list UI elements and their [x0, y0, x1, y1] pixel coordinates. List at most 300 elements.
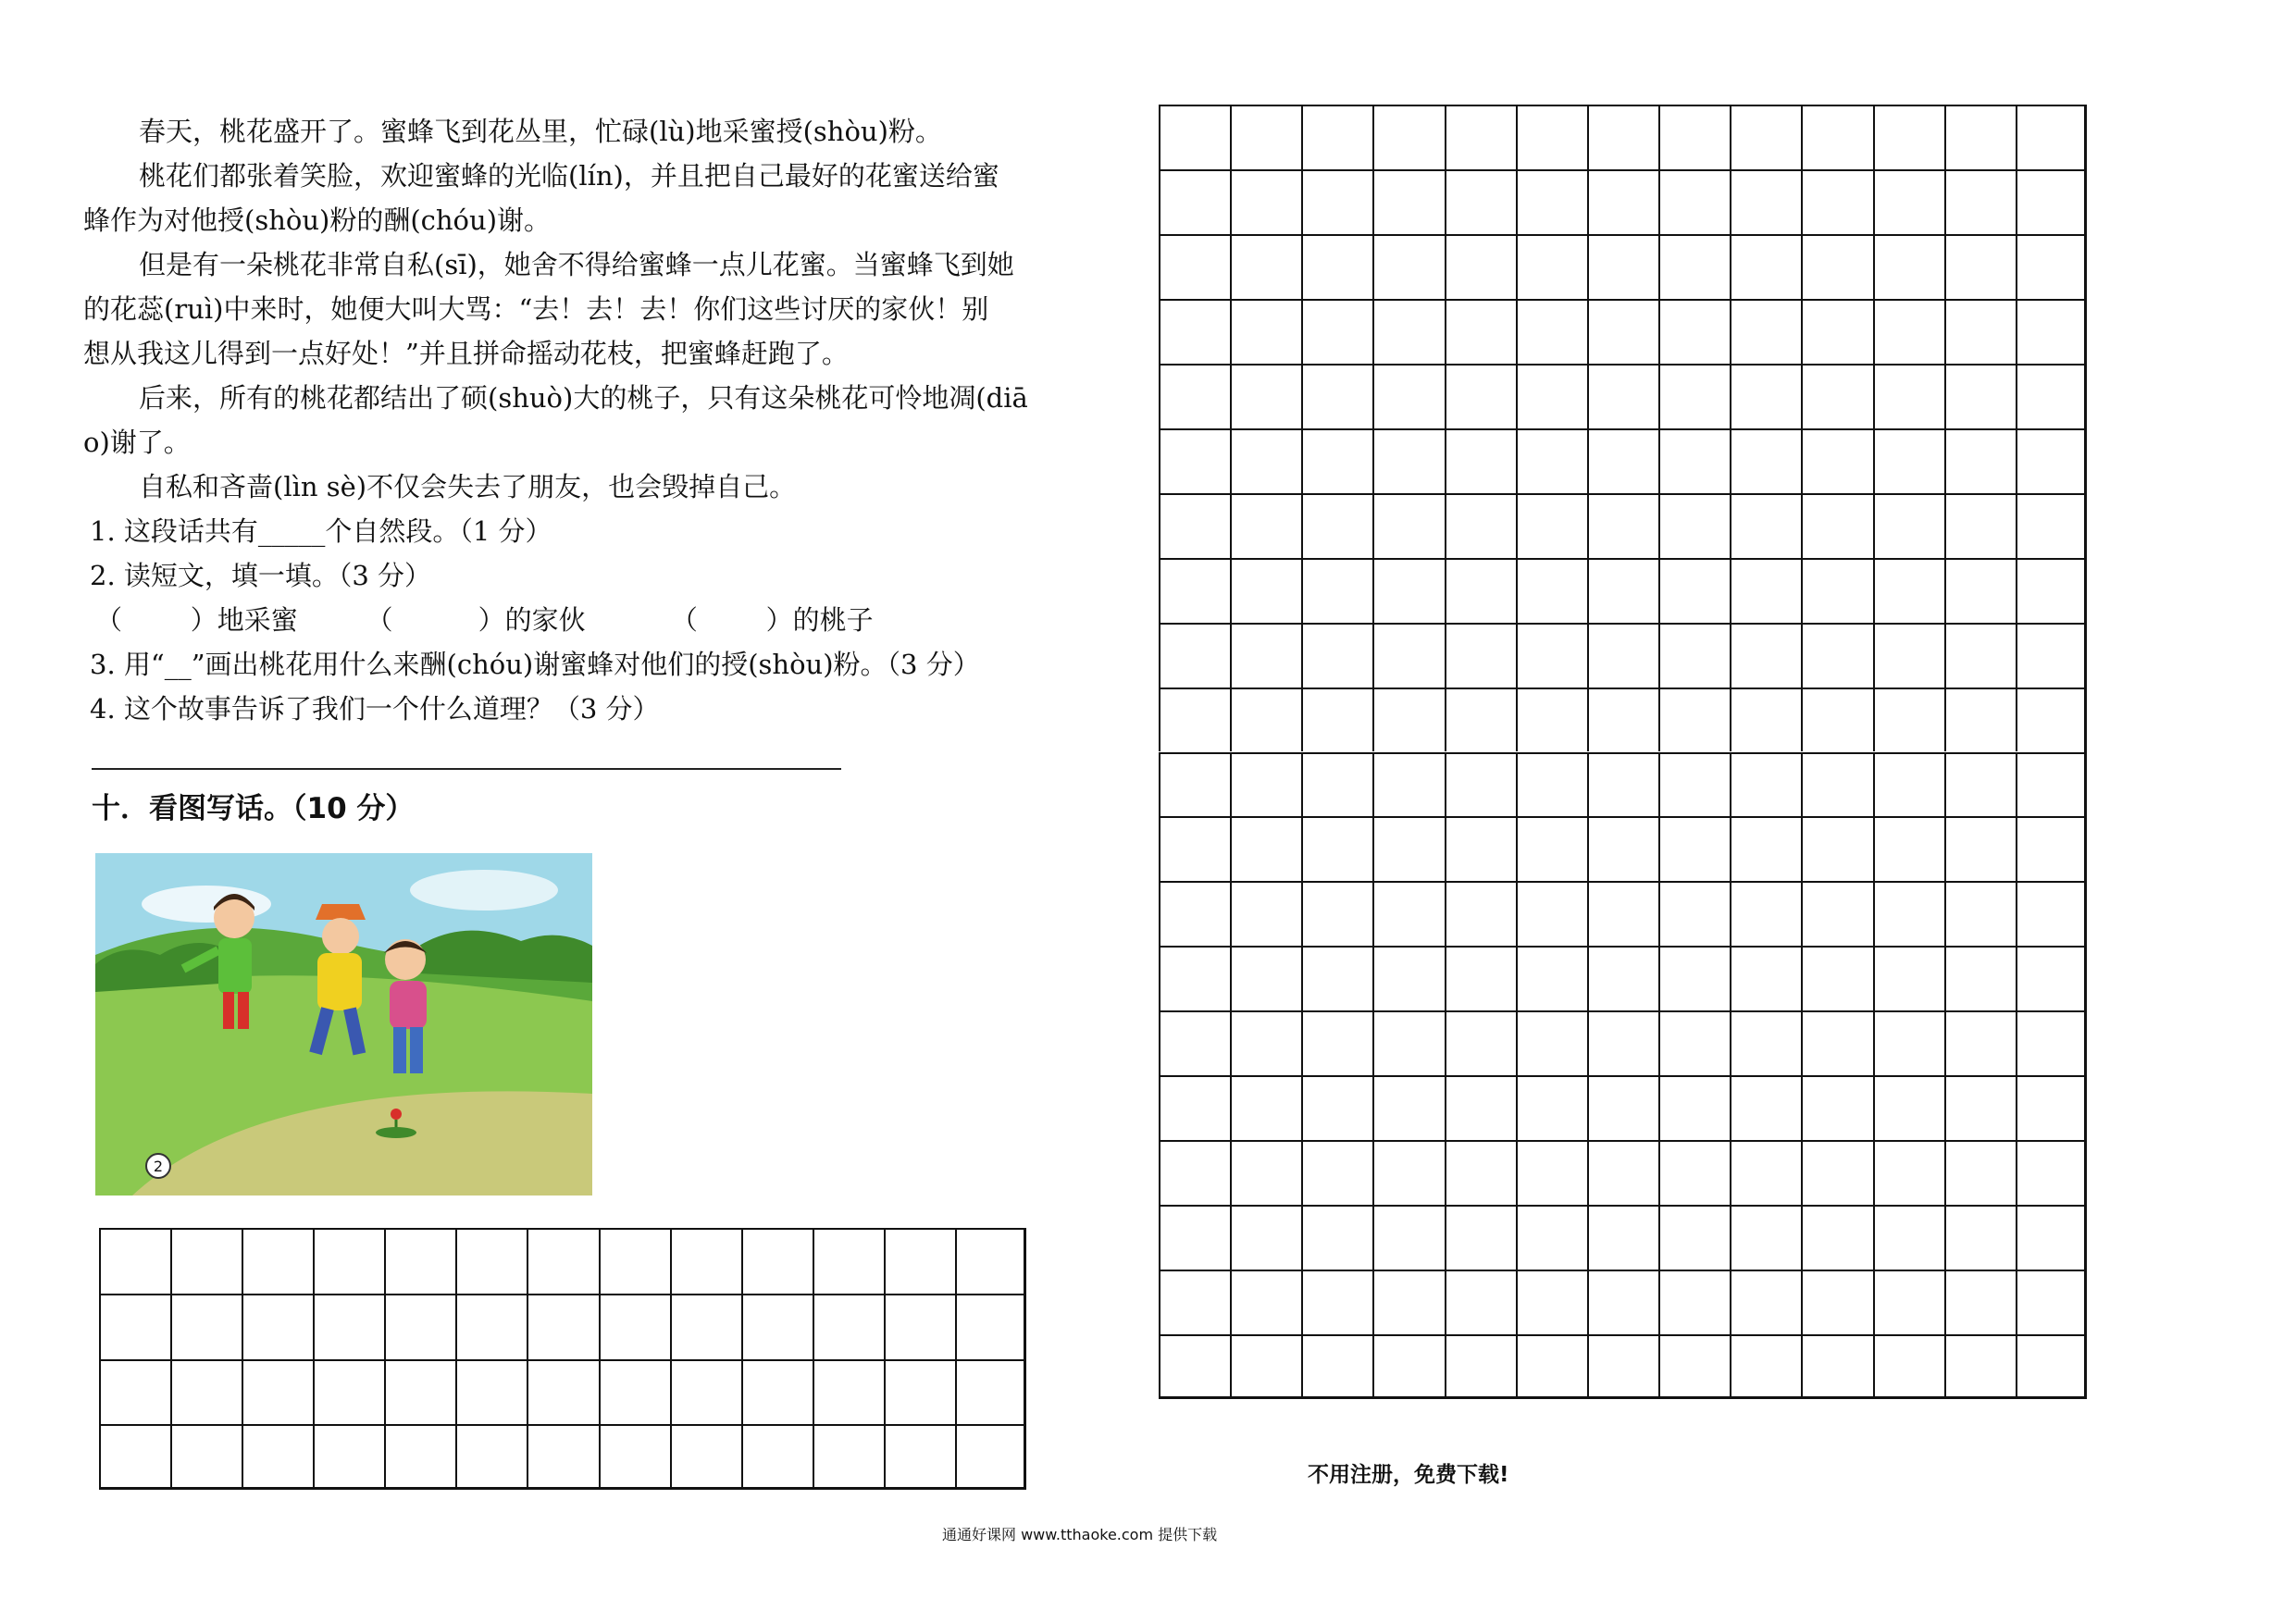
- grid-cell[interactable]: [670, 1228, 741, 1294]
- grid-cell[interactable]: [1159, 688, 1230, 752]
- grid-cell[interactable]: [741, 1359, 813, 1425]
- grid-cell[interactable]: [1159, 1010, 1230, 1075]
- grid-cell[interactable]: [242, 1424, 313, 1490]
- grid-cell[interactable]: [1445, 428, 1516, 493]
- grid-cell[interactable]: [1159, 816, 1230, 881]
- grid-cell[interactable]: [1301, 946, 1372, 1010]
- grid-cell[interactable]: [1801, 1140, 1872, 1205]
- grid-cell[interactable]: [1230, 752, 1301, 817]
- grid-cell[interactable]: [1944, 623, 2016, 688]
- grid-cell[interactable]: [1445, 1270, 1516, 1334]
- grid-cell[interactable]: [1230, 881, 1301, 946]
- grid-cell[interactable]: [670, 1424, 741, 1490]
- grid-cell[interactable]: [313, 1359, 384, 1425]
- grid-cell[interactable]: [1301, 752, 1372, 817]
- grid-cell[interactable]: [1730, 1075, 1801, 1140]
- grid-cell[interactable]: [1944, 364, 2016, 428]
- grid-cell[interactable]: [2016, 1334, 2087, 1399]
- grid-cell[interactable]: [1372, 881, 1444, 946]
- grid-cell[interactable]: [1159, 1075, 1230, 1140]
- grid-cell[interactable]: [1801, 105, 1872, 169]
- grid-cell[interactable]: [1587, 105, 1658, 169]
- grid-cell[interactable]: [1944, 688, 2016, 752]
- grid-cell[interactable]: [1944, 234, 2016, 299]
- grid-cell[interactable]: [1516, 493, 1587, 558]
- grid-cell[interactable]: [1587, 1205, 1658, 1270]
- grid-cell[interactable]: [1944, 169, 2016, 234]
- grid-cell[interactable]: [1801, 558, 1872, 623]
- grid-cell[interactable]: [1516, 1270, 1587, 1334]
- grid-cell[interactable]: [1873, 946, 1944, 1010]
- grid-cell[interactable]: [1873, 1140, 1944, 1205]
- grid-cell[interactable]: [1445, 881, 1516, 946]
- grid-cell[interactable]: [955, 1424, 1026, 1490]
- grid-cell[interactable]: [1516, 105, 1587, 169]
- grid-cell[interactable]: [170, 1424, 242, 1490]
- grid-cell[interactable]: [1230, 1140, 1301, 1205]
- grid-cell[interactable]: [242, 1359, 313, 1425]
- grid-cell[interactable]: [1516, 752, 1587, 817]
- grid-cell[interactable]: [1372, 558, 1444, 623]
- grid-cell[interactable]: [170, 1228, 242, 1294]
- grid-cell[interactable]: [1587, 752, 1658, 817]
- grid-cell[interactable]: [1587, 299, 1658, 364]
- grid-cell[interactable]: [1516, 881, 1587, 946]
- grid-cell[interactable]: [1658, 1010, 1730, 1075]
- grid-cell[interactable]: [313, 1294, 384, 1359]
- grid-cell[interactable]: [1944, 105, 2016, 169]
- grid-cell[interactable]: [1372, 946, 1444, 1010]
- grid-cell[interactable]: [1873, 428, 1944, 493]
- footer-credit[interactable]: 通通好课网 www.tthaoke.com 提供下载: [942, 1526, 1218, 1543]
- grid-cell[interactable]: [1301, 1010, 1372, 1075]
- grid-cell[interactable]: [455, 1359, 527, 1425]
- grid-cell[interactable]: [1301, 688, 1372, 752]
- grid-cell[interactable]: [1873, 1334, 1944, 1399]
- grid-cell[interactable]: [1301, 169, 1372, 234]
- grid-cell[interactable]: [1372, 1205, 1444, 1270]
- grid-cell[interactable]: [1801, 1205, 1872, 1270]
- grid-cell[interactable]: [1445, 493, 1516, 558]
- grid-cell[interactable]: [1445, 946, 1516, 1010]
- grid-cell[interactable]: [741, 1424, 813, 1490]
- grid-cell[interactable]: [455, 1294, 527, 1359]
- grid-cell[interactable]: [1445, 752, 1516, 817]
- grid-cell[interactable]: [1587, 1075, 1658, 1140]
- grid-cell[interactable]: [1801, 816, 1872, 881]
- grid-cell[interactable]: [1372, 688, 1444, 752]
- grid-cell[interactable]: [1516, 234, 1587, 299]
- grid-cell[interactable]: [1944, 816, 2016, 881]
- grid-cell[interactable]: [1372, 299, 1444, 364]
- grid-cell[interactable]: [2016, 1270, 2087, 1334]
- grid-cell[interactable]: [1730, 558, 1801, 623]
- grid-cell[interactable]: [1944, 1334, 2016, 1399]
- grid-cell[interactable]: [1159, 234, 1230, 299]
- grid-cell[interactable]: [1801, 1270, 1872, 1334]
- grid-cell[interactable]: [1873, 881, 1944, 946]
- grid-cell[interactable]: [242, 1228, 313, 1294]
- grid-cell[interactable]: [1801, 1075, 1872, 1140]
- grid-cell[interactable]: [1658, 169, 1730, 234]
- grid-cell[interactable]: [1516, 946, 1587, 1010]
- grid-cell[interactable]: [1658, 364, 1730, 428]
- grid-cell[interactable]: [1230, 299, 1301, 364]
- grid-cell[interactable]: [1372, 169, 1444, 234]
- grid-cell[interactable]: [1159, 428, 1230, 493]
- grid-cell[interactable]: [1658, 1334, 1730, 1399]
- grid-cell[interactable]: [1301, 493, 1372, 558]
- grid-cell[interactable]: [1516, 558, 1587, 623]
- grid-cell[interactable]: [1516, 1140, 1587, 1205]
- grid-cell[interactable]: [884, 1228, 955, 1294]
- grid-cell[interactable]: [1801, 623, 1872, 688]
- grid-cell[interactable]: [1658, 234, 1730, 299]
- grid-cell[interactable]: [527, 1359, 598, 1425]
- grid-cell[interactable]: [1658, 1270, 1730, 1334]
- grid-cell[interactable]: [1159, 169, 1230, 234]
- grid-cell[interactable]: [1372, 1075, 1444, 1140]
- grid-cell[interactable]: [2016, 428, 2087, 493]
- grid-cell[interactable]: [313, 1424, 384, 1490]
- grid-cell[interactable]: [1873, 234, 1944, 299]
- grid-cell[interactable]: [1801, 752, 1872, 817]
- grid-cell[interactable]: [2016, 946, 2087, 1010]
- grid-cell[interactable]: [1516, 1010, 1587, 1075]
- grid-cell[interactable]: [1730, 1205, 1801, 1270]
- grid-cell[interactable]: [1159, 623, 1230, 688]
- grid-cell[interactable]: [2016, 105, 2087, 169]
- grid-cell[interactable]: [1801, 299, 1872, 364]
- grid-cell[interactable]: [1730, 493, 1801, 558]
- grid-cell[interactable]: [1587, 169, 1658, 234]
- grid-cell[interactable]: [1658, 299, 1730, 364]
- grid-cell[interactable]: [1301, 234, 1372, 299]
- grid-cell[interactable]: [1873, 105, 1944, 169]
- grid-cell[interactable]: [1587, 623, 1658, 688]
- grid-cell[interactable]: [884, 1359, 955, 1425]
- grid-cell[interactable]: [1730, 1334, 1801, 1399]
- grid-cell[interactable]: [384, 1294, 455, 1359]
- grid-cell[interactable]: [99, 1228, 170, 1294]
- grid-cell[interactable]: [813, 1359, 884, 1425]
- grid-cell[interactable]: [1730, 169, 1801, 234]
- grid-cell[interactable]: [1801, 688, 1872, 752]
- grid-cell[interactable]: [1516, 299, 1587, 364]
- grid-cell[interactable]: [2016, 752, 2087, 817]
- grid-cell[interactable]: [99, 1424, 170, 1490]
- grid-cell[interactable]: [813, 1294, 884, 1359]
- grid-cell[interactable]: [1230, 1270, 1301, 1334]
- grid-cell[interactable]: [1445, 105, 1516, 169]
- grid-cell[interactable]: [955, 1359, 1026, 1425]
- grid-cell[interactable]: [1372, 105, 1444, 169]
- grid-cell[interactable]: [1730, 623, 1801, 688]
- grid-cell[interactable]: [955, 1294, 1026, 1359]
- grid-cell[interactable]: [1516, 623, 1587, 688]
- grid-cell[interactable]: [2016, 169, 2087, 234]
- grid-cell[interactable]: [1301, 364, 1372, 428]
- grid-cell[interactable]: [1801, 493, 1872, 558]
- grid-cell[interactable]: [2016, 1205, 2087, 1270]
- grid-cell[interactable]: [1445, 816, 1516, 881]
- grid-cell[interactable]: [384, 1228, 455, 1294]
- grid-cell[interactable]: [1730, 816, 1801, 881]
- grid-cell[interactable]: [1873, 623, 1944, 688]
- grid-cell[interactable]: [1587, 493, 1658, 558]
- grid-cell[interactable]: [1873, 299, 1944, 364]
- grid-cell[interactable]: [1730, 752, 1801, 817]
- grid-cell[interactable]: [1159, 105, 1230, 169]
- grid-cell[interactable]: [1873, 816, 1944, 881]
- grid-cell[interactable]: [670, 1294, 741, 1359]
- grid-cell[interactable]: [1516, 364, 1587, 428]
- grid-cell[interactable]: [1372, 428, 1444, 493]
- grid-cell[interactable]: [1516, 169, 1587, 234]
- grid-cell[interactable]: [1801, 946, 1872, 1010]
- grid-cell[interactable]: [1159, 946, 1230, 1010]
- grid-cell[interactable]: [1159, 1140, 1230, 1205]
- grid-cell[interactable]: [1730, 946, 1801, 1010]
- grid-cell[interactable]: [1445, 558, 1516, 623]
- grid-cell[interactable]: [1730, 105, 1801, 169]
- grid-cell[interactable]: [1730, 881, 1801, 946]
- grid-cell[interactable]: [1801, 234, 1872, 299]
- grid-cell[interactable]: [1301, 1334, 1372, 1399]
- grid-cell[interactable]: [1587, 946, 1658, 1010]
- grid-cell[interactable]: [1944, 1075, 2016, 1140]
- grid-cell[interactable]: [1801, 364, 1872, 428]
- grid-cell[interactable]: [1873, 688, 1944, 752]
- grid-cell[interactable]: [813, 1228, 884, 1294]
- grid-cell[interactable]: [1944, 299, 2016, 364]
- grid-cell[interactable]: [1372, 1140, 1444, 1205]
- grid-cell[interactable]: [599, 1294, 670, 1359]
- grid-cell[interactable]: [170, 1359, 242, 1425]
- grid-cell[interactable]: [1301, 1075, 1372, 1140]
- grid-cell[interactable]: [1873, 1270, 1944, 1334]
- grid-cell[interactable]: [1658, 623, 1730, 688]
- grid-cell[interactable]: [1730, 1270, 1801, 1334]
- grid-cell[interactable]: [1159, 752, 1230, 817]
- grid-cell[interactable]: [1372, 364, 1444, 428]
- grid-cell[interactable]: [1516, 1205, 1587, 1270]
- grid-cell[interactable]: [527, 1228, 598, 1294]
- grid-cell[interactable]: [1301, 881, 1372, 946]
- grid-cell[interactable]: [1159, 1334, 1230, 1399]
- grid-cell[interactable]: [1516, 816, 1587, 881]
- grid-cell[interactable]: [1730, 428, 1801, 493]
- grid-cell[interactable]: [1587, 1270, 1658, 1334]
- grid-cell[interactable]: [1372, 1270, 1444, 1334]
- grid-cell[interactable]: [1873, 1205, 1944, 1270]
- grid-cell[interactable]: [1658, 752, 1730, 817]
- grid-cell[interactable]: [1445, 169, 1516, 234]
- grid-cell[interactable]: [2016, 558, 2087, 623]
- grid-cell[interactable]: [1230, 169, 1301, 234]
- grid-cell[interactable]: [1587, 881, 1658, 946]
- grid-cell[interactable]: [1730, 364, 1801, 428]
- grid-cell[interactable]: [1445, 234, 1516, 299]
- grid-cell[interactable]: [813, 1424, 884, 1490]
- grid-cell[interactable]: [2016, 816, 2087, 881]
- grid-cell[interactable]: [1873, 1075, 1944, 1140]
- grid-cell[interactable]: [1801, 1334, 1872, 1399]
- grid-cell[interactable]: [1658, 1205, 1730, 1270]
- grid-cell[interactable]: [1301, 623, 1372, 688]
- writing-grid-small[interactable]: [99, 1228, 1026, 1490]
- grid-cell[interactable]: [1587, 816, 1658, 881]
- grid-cell[interactable]: [1516, 1334, 1587, 1399]
- grid-cell[interactable]: [1301, 558, 1372, 623]
- grid-cell[interactable]: [1159, 493, 1230, 558]
- grid-cell[interactable]: [1587, 558, 1658, 623]
- grid-cell[interactable]: [2016, 1075, 2087, 1140]
- grid-cell[interactable]: [1587, 428, 1658, 493]
- grid-cell[interactable]: [2016, 1140, 2087, 1205]
- grid-cell[interactable]: [2016, 623, 2087, 688]
- grid-cell[interactable]: [1658, 688, 1730, 752]
- grid-cell[interactable]: [1159, 558, 1230, 623]
- grid-cell[interactable]: [1159, 1205, 1230, 1270]
- grid-cell[interactable]: [1372, 1334, 1444, 1399]
- grid-cell[interactable]: [1873, 1010, 1944, 1075]
- grid-cell[interactable]: [1301, 816, 1372, 881]
- grid-cell[interactable]: [1730, 688, 1801, 752]
- grid-cell[interactable]: [384, 1424, 455, 1490]
- grid-cell[interactable]: [1230, 558, 1301, 623]
- grid-cell[interactable]: [1230, 1010, 1301, 1075]
- grid-cell[interactable]: [99, 1294, 170, 1359]
- grid-cell[interactable]: [527, 1424, 598, 1490]
- writing-grid-large[interactable]: [1159, 105, 2087, 1399]
- grid-cell[interactable]: [1730, 234, 1801, 299]
- grid-cell[interactable]: [2016, 299, 2087, 364]
- grid-cell[interactable]: [884, 1294, 955, 1359]
- grid-cell[interactable]: [1372, 752, 1444, 817]
- grid-cell[interactable]: [1372, 816, 1444, 881]
- grid-cell[interactable]: [1230, 623, 1301, 688]
- grid-cell[interactable]: [1372, 234, 1444, 299]
- grid-cell[interactable]: [1587, 364, 1658, 428]
- grid-cell[interactable]: [1445, 688, 1516, 752]
- grid-cell[interactable]: [2016, 493, 2087, 558]
- grid-cell[interactable]: [1944, 1010, 2016, 1075]
- grid-cell[interactable]: [1230, 1205, 1301, 1270]
- grid-cell[interactable]: [1516, 688, 1587, 752]
- grid-cell[interactable]: [1301, 1270, 1372, 1334]
- answer-line[interactable]: [92, 768, 841, 770]
- grid-cell[interactable]: [955, 1228, 1026, 1294]
- grid-cell[interactable]: [1873, 169, 1944, 234]
- grid-cell[interactable]: [1301, 428, 1372, 493]
- grid-cell[interactable]: [1516, 428, 1587, 493]
- grid-cell[interactable]: [1445, 1010, 1516, 1075]
- grid-cell[interactable]: [1730, 1010, 1801, 1075]
- grid-cell[interactable]: [1801, 169, 1872, 234]
- grid-cell[interactable]: [455, 1424, 527, 1490]
- grid-cell[interactable]: [170, 1294, 242, 1359]
- grid-cell[interactable]: [2016, 234, 2087, 299]
- grid-cell[interactable]: [1658, 428, 1730, 493]
- grid-cell[interactable]: [1445, 1205, 1516, 1270]
- grid-cell[interactable]: [670, 1359, 741, 1425]
- grid-cell[interactable]: [1944, 1140, 2016, 1205]
- grid-cell[interactable]: [1159, 364, 1230, 428]
- grid-cell[interactable]: [1944, 493, 2016, 558]
- grid-cell[interactable]: [1658, 558, 1730, 623]
- grid-cell[interactable]: [1873, 493, 1944, 558]
- grid-cell[interactable]: [1944, 428, 2016, 493]
- grid-cell[interactable]: [1944, 1205, 2016, 1270]
- grid-cell[interactable]: [599, 1228, 670, 1294]
- grid-cell[interactable]: [1730, 299, 1801, 364]
- grid-cell[interactable]: [884, 1424, 955, 1490]
- grid-cell[interactable]: [1801, 428, 1872, 493]
- grid-cell[interactable]: [1159, 1270, 1230, 1334]
- grid-cell[interactable]: [1159, 299, 1230, 364]
- grid-cell[interactable]: [1230, 364, 1301, 428]
- grid-cell[interactable]: [1372, 493, 1444, 558]
- grid-cell[interactable]: [1944, 946, 2016, 1010]
- grid-cell[interactable]: [1873, 364, 1944, 428]
- grid-cell[interactable]: [599, 1424, 670, 1490]
- grid-cell[interactable]: [2016, 688, 2087, 752]
- grid-cell[interactable]: [1516, 1075, 1587, 1140]
- grid-cell[interactable]: [1445, 1075, 1516, 1140]
- grid-cell[interactable]: [1301, 1140, 1372, 1205]
- grid-cell[interactable]: [99, 1359, 170, 1425]
- grid-cell[interactable]: [1230, 946, 1301, 1010]
- grid-cell[interactable]: [1658, 493, 1730, 558]
- grid-cell[interactable]: [1730, 1140, 1801, 1205]
- grid-cell[interactable]: [1230, 816, 1301, 881]
- grid-cell[interactable]: [1944, 752, 2016, 817]
- grid-cell[interactable]: [1587, 1010, 1658, 1075]
- grid-cell[interactable]: [313, 1228, 384, 1294]
- grid-cell[interactable]: [1587, 234, 1658, 299]
- grid-cell[interactable]: [1230, 428, 1301, 493]
- grid-cell[interactable]: [1372, 623, 1444, 688]
- grid-cell[interactable]: [1445, 1140, 1516, 1205]
- grid-cell[interactable]: [1944, 1270, 2016, 1334]
- grid-cell[interactable]: [2016, 364, 2087, 428]
- grid-cell[interactable]: [1658, 1140, 1730, 1205]
- grid-cell[interactable]: [1658, 105, 1730, 169]
- grid-cell[interactable]: [1801, 881, 1872, 946]
- grid-cell[interactable]: [1445, 299, 1516, 364]
- grid-cell[interactable]: [599, 1359, 670, 1425]
- grid-cell[interactable]: [455, 1228, 527, 1294]
- grid-cell[interactable]: [1944, 881, 2016, 946]
- grid-cell[interactable]: [1372, 1010, 1444, 1075]
- grid-cell[interactable]: [1301, 1205, 1372, 1270]
- grid-cell[interactable]: [527, 1294, 598, 1359]
- grid-cell[interactable]: [1801, 1010, 1872, 1075]
- grid-cell[interactable]: [1658, 816, 1730, 881]
- grid-cell[interactable]: [1445, 623, 1516, 688]
- grid-cell[interactable]: [1658, 881, 1730, 946]
- grid-cell[interactable]: [1944, 558, 2016, 623]
- grid-cell[interactable]: [1230, 688, 1301, 752]
- grid-cell[interactable]: [1873, 752, 1944, 817]
- grid-cell[interactable]: [1445, 1334, 1516, 1399]
- grid-cell[interactable]: [1230, 234, 1301, 299]
- grid-cell[interactable]: [1301, 299, 1372, 364]
- grid-cell[interactable]: [2016, 1010, 2087, 1075]
- grid-cell[interactable]: [1658, 946, 1730, 1010]
- grid-cell[interactable]: [1230, 493, 1301, 558]
